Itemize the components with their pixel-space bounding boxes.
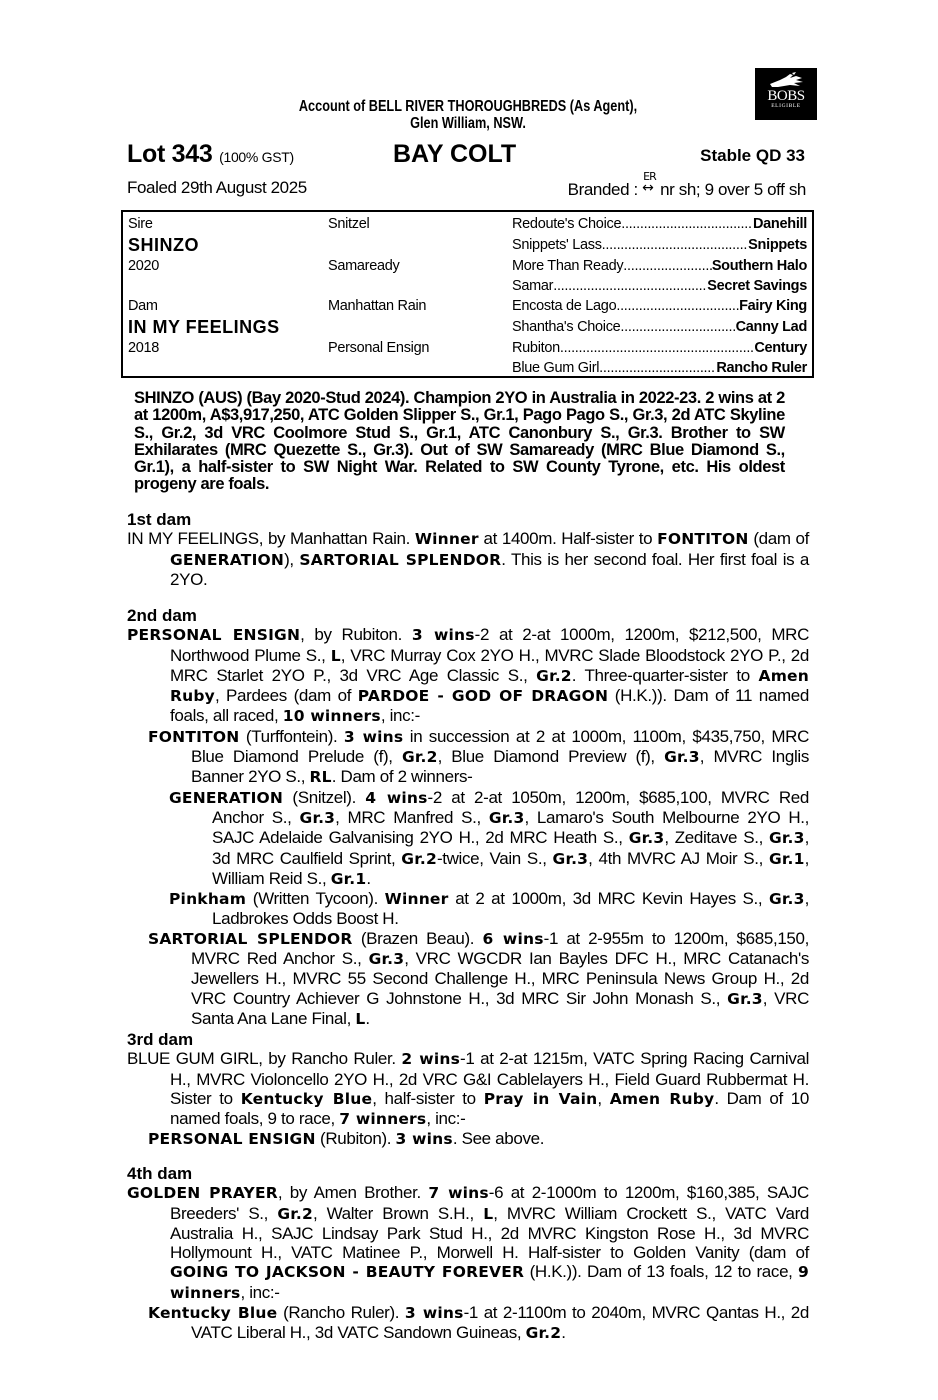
produce-entry bbox=[127, 889, 809, 929]
produce-entry bbox=[127, 1303, 809, 1344]
bold-text: PERSONAL ENSIGN bbox=[148, 1130, 316, 1149]
bold-text: Gr.2 bbox=[401, 849, 437, 868]
bold-text: L bbox=[330, 646, 341, 665]
section-entries bbox=[127, 1183, 809, 1343]
grandparent-row: Redoute's Choice ..... Danehill bbox=[512, 215, 807, 233]
lot-label: Lot 343 bbox=[127, 140, 213, 168]
sire-label: Sire bbox=[128, 216, 153, 232]
text: , Walter Brown S.H., bbox=[312, 1203, 484, 1223]
grandparent-row: Rubiton ..... Century bbox=[512, 339, 807, 357]
text: -6 at 2-1000m to 1200m, $160,385, SAJC Breeders' S., bbox=[170, 1183, 809, 1223]
produce-entry bbox=[127, 1049, 809, 1129]
horse-sex-colour: BAY COLT bbox=[393, 140, 517, 168]
text: , inc:- bbox=[426, 1109, 466, 1129]
text: -1 at 2-at 1215m, VATC Spring Racing Carnival H., MVRC Violoncello 2YO H., 2d VRC G&I Cablelayers H., Field Guard Rubbermat H. Sister to bbox=[170, 1049, 809, 1108]
text: , Blue Diamond Preview (f), bbox=[437, 747, 665, 767]
bold-text: 3 wins bbox=[343, 727, 404, 746]
section-entries bbox=[127, 529, 809, 589]
produce-entry bbox=[127, 788, 809, 889]
brand-info bbox=[567, 170, 806, 200]
text: (Rubiton). bbox=[315, 1129, 396, 1149]
bold-text: Gr.3 bbox=[628, 829, 665, 848]
bold-text: Gr.3 bbox=[727, 989, 763, 1008]
grandparent-row: Encosta de Lago ..... Fairy King bbox=[512, 297, 807, 315]
bold-text: Gr.2 bbox=[401, 748, 438, 767]
bold-text: Gr.3 bbox=[664, 748, 700, 767]
text: -1 at 2-1100m to 2040m, MVRC Qantas H., 2d VATC Liberal H., 3d VATC Sandown Guineas, bbox=[191, 1303, 809, 1343]
text: , 3d MRC Caulfield Sprint, bbox=[212, 828, 809, 868]
dam-label: Dam bbox=[128, 298, 158, 314]
bold-text: Amen Ruby bbox=[170, 666, 809, 706]
bold-text: GENERATION bbox=[170, 550, 285, 569]
text: , by Amen Brother. bbox=[277, 1183, 429, 1203]
branded-label: Branded : bbox=[567, 180, 643, 199]
text: , by Rubiton. bbox=[300, 625, 412, 645]
text: . Dam of 10 named foals, 9 to race, bbox=[170, 1088, 809, 1129]
sires-sire: Snitzel bbox=[328, 216, 370, 232]
bold-text: GOING TO JACKSON - BEAUTY FOREVER bbox=[170, 1263, 525, 1282]
text: IN MY FEELINGS, by Manhattan Rain. bbox=[127, 529, 415, 549]
section-entries bbox=[127, 1049, 809, 1149]
produce-entry bbox=[127, 727, 809, 788]
dam-name: IN MY FEELINGS bbox=[128, 317, 280, 337]
bold-text: Winner bbox=[414, 530, 479, 549]
text: , MVRC Inglis Banner 2YO S., bbox=[191, 747, 809, 787]
text: at 1400m. Half-sister to bbox=[478, 529, 658, 549]
text: , 4th MVRC AJ Moir S., bbox=[588, 848, 769, 868]
text: , Zeditave S., bbox=[664, 828, 769, 848]
section-heading: 1st dam bbox=[127, 510, 192, 529]
dam-section-2 bbox=[127, 606, 809, 1029]
sire-summary: SHINZO (AUS) (Bay 2020-Stud 2024). Champion 2YO in Australia in 2022-23. 2 wins at 2 at 1200m, A$3,917,250, ATC Golden Slipper S., Gr.1, Pago Pago S., Gr.3, 2d ATC Skyline S., Gr.2, 3d VRC Coolmore Stud S., Gr.1, ATC Canonbury S., Gr.3. Brother to SW Exhilarates (MRC Quezette S., Gr.3). Out of SW Samaready (MRC Blue Diamond S., Gr.1), a half-sister to SW Night War. Related to SW County Tyrone, etc. His oldest progeny are foals. bbox=[134, 388, 785, 494]
bold-text: Gr.3 bbox=[368, 950, 405, 969]
text: (dam of bbox=[748, 529, 809, 549]
bold-text: 9 winners bbox=[170, 1263, 809, 1302]
bold-text: 2 wins bbox=[401, 1050, 461, 1069]
dam-year: 2018 bbox=[128, 340, 160, 356]
text: (H.K.)). Dam of 13 foals, 12 to race, bbox=[524, 1262, 798, 1282]
produce-entry bbox=[127, 529, 809, 589]
text: . See above. bbox=[452, 1129, 545, 1149]
text: (Brazen Beau). bbox=[352, 928, 483, 948]
text: -2 at 2-at 1000m, 1200m, $212,500, MRC Northwood Plume S., bbox=[170, 625, 809, 665]
lot-row bbox=[127, 140, 809, 170]
dams-dam: Personal Ensign bbox=[328, 340, 430, 356]
section-heading: 3rd dam bbox=[127, 1030, 194, 1049]
bold-text: 7 wins bbox=[428, 1184, 489, 1203]
text: -2 at 2-at 1050m, 1200m, $685,100, MVRC Red Anchor S., bbox=[212, 787, 809, 827]
foaled-date: Foaled 29th August 2025 bbox=[127, 178, 307, 197]
bold-text: Gr.1 bbox=[330, 869, 367, 888]
section-entries bbox=[127, 625, 809, 1029]
bold-text: Gr.2 bbox=[525, 1324, 562, 1343]
grandparent-row: Blue Gum Girl ..... Rancho Ruler bbox=[512, 359, 807, 377]
text: , VRC Murray Cox 2YO H., MVRC Slade Bloodstock 2YO P., 2d MRC Starlet 2YO P., 3d VRC Age Classic S., bbox=[170, 645, 809, 685]
text: -twice, Vain S., bbox=[436, 848, 553, 868]
text: , William Reid S., bbox=[212, 848, 809, 888]
vendor-heading bbox=[188, 98, 747, 132]
text: , Ladbrokes Odds Boost H. bbox=[212, 889, 809, 929]
bold-text: RL bbox=[309, 768, 332, 787]
produce-entry bbox=[127, 625, 809, 726]
text: , inc:- bbox=[240, 1282, 280, 1302]
bold-text: 3 wins bbox=[395, 1130, 453, 1149]
produce-entry bbox=[127, 929, 809, 1029]
text: . bbox=[366, 868, 371, 888]
bold-text: Gr.2 bbox=[277, 1204, 313, 1223]
bold-text: Kentucky Blue bbox=[148, 1304, 278, 1323]
bold-text: L bbox=[355, 1009, 366, 1028]
bold-text: Gr.3 bbox=[552, 849, 589, 868]
text: , VRC Santa Ana Lane Final, bbox=[191, 988, 809, 1028]
text: in succession at 2 at 1000m, 1100m, $435,750, MRC Blue Diamond Prelude (f), bbox=[191, 726, 810, 767]
bold-text: 3 wins bbox=[404, 1304, 464, 1323]
text: BLUE GUM GIRL, by Rancho Ruler. bbox=[127, 1049, 402, 1069]
text: , Pardees (dam of bbox=[214, 686, 358, 706]
vendor-line-2: Glen William, NSW. bbox=[410, 115, 526, 132]
stable-location: Stable QD 33 bbox=[700, 146, 805, 165]
text: (Written Tycoon). bbox=[246, 889, 385, 909]
bold-text: FONTITON bbox=[657, 530, 749, 549]
bold-text: Gr.3 bbox=[488, 808, 525, 827]
sires-dam: Samaready bbox=[328, 258, 400, 274]
text: . This is her second foal. Her first foal is a 2YO. bbox=[170, 549, 809, 589]
bold-text: GOLDEN PRAYER bbox=[127, 1184, 278, 1203]
text: , half-sister to bbox=[372, 1088, 484, 1108]
bold-text: 7 winners bbox=[339, 1110, 427, 1129]
text: , MRC Manfred S., bbox=[335, 807, 489, 827]
bold-text: 4 wins bbox=[365, 788, 428, 807]
bold-text: Kentucky Blue bbox=[240, 1089, 373, 1108]
bold-text: 6 wins bbox=[482, 929, 544, 948]
bold-text: Pinkham bbox=[169, 890, 247, 909]
section-heading: 4th dam bbox=[127, 1164, 193, 1183]
vendor-line-1: Account of BELL RIVER THOROUGHBREDS (As Agent), bbox=[298, 98, 638, 115]
bold-text: Gr.2 bbox=[536, 666, 572, 685]
text: . bbox=[365, 1008, 370, 1028]
dam-section-4 bbox=[127, 1164, 809, 1344]
bobs-eligible-logo bbox=[755, 68, 817, 120]
bold-text: Gr.3 bbox=[768, 829, 805, 848]
text: (Snitzel). bbox=[283, 787, 366, 807]
bold-text: PARDOE - GOD OF DRAGON bbox=[357, 687, 609, 706]
bold-text: GENERATION bbox=[169, 788, 284, 807]
lot-number bbox=[127, 140, 294, 169]
text: -1 at 2-955m to 1200m, $685,150, MVRC Red Anchor S., bbox=[191, 928, 809, 969]
text: , Lamaro's South Melbourne 2YO H., SAJC Adelaide Galvanising 2YO H., 2d MRC Heath S., bbox=[212, 807, 809, 848]
section-heading: 2nd dam bbox=[127, 606, 197, 625]
bold-text: Gr.1 bbox=[768, 849, 805, 868]
text: at 2 at 1000m, 3d MRC Kevin Hayes S., bbox=[448, 889, 769, 909]
text: . bbox=[561, 1323, 566, 1343]
bold-text: 3 wins bbox=[411, 626, 475, 645]
pedigree-table bbox=[121, 210, 814, 378]
bold-text: Pray in Vain bbox=[483, 1089, 598, 1108]
text: , inc:- bbox=[380, 706, 420, 726]
sire-year: 2020 bbox=[128, 258, 160, 274]
bold-text: Winner bbox=[384, 890, 449, 909]
text: , MVRC William Crockett S., VATC Vard Australia H., SAJC Lindsay Park Stud H., 2d MVRC Kingston Rose H., 3d MVRC Hollymount H., VATC Matinee P., Morwell H. Half-sister to Golden Vanity (dam of bbox=[170, 1203, 809, 1263]
logo-text: BOBS bbox=[767, 88, 805, 104]
sire-name: SHINZO bbox=[128, 235, 200, 255]
grandparent-row: More Than Ready ..... Southern Halo bbox=[512, 257, 807, 275]
produce-entry bbox=[127, 1183, 809, 1303]
text: , VRC WGCDR Ian Bayles DFC H., MRC Catanach's Jewellers H., MVRC 55 Second Challenge H., MRC Peninsula News Group H., 2d VRC Country Achiever G Johnstone H., 3d MRC Sir John Monash S., bbox=[191, 949, 809, 1008]
bold-text: SARTORIAL SPLENDOR bbox=[148, 929, 353, 948]
bold-text: FONTITON bbox=[148, 727, 240, 746]
text: . Dam of 2 winners- bbox=[331, 767, 473, 787]
text: , bbox=[597, 1088, 610, 1108]
text: (Turffontein). bbox=[239, 726, 344, 746]
bold-text: SARTORIAL SPLENDOR bbox=[299, 550, 502, 569]
dams-sire: Manhattan Rain bbox=[328, 298, 427, 314]
grandparent-row: Shantha's Choice ..... Canny Lad bbox=[512, 318, 807, 336]
grandparent-row: Snippets' Lass ..... Snippets bbox=[512, 236, 807, 254]
produce-entry bbox=[127, 1129, 809, 1149]
gst-note: (100% GST) bbox=[219, 149, 294, 165]
text: (Rancho Ruler). bbox=[277, 1303, 405, 1323]
text: (H.K.)). Dam of 11 named foals, all raced, bbox=[170, 686, 809, 726]
bold-text: Amen Ruby bbox=[609, 1089, 715, 1108]
dam-section-1 bbox=[127, 510, 809, 589]
logo-subtext: ELIGIBLE bbox=[771, 103, 801, 109]
bold-text: L bbox=[483, 1204, 494, 1223]
brand-text: nr sh; 9 over 5 off sh bbox=[660, 180, 806, 199]
grandparent-row: Samar ..... Secret Savings bbox=[512, 277, 807, 295]
bold-text: Gr.3 bbox=[299, 808, 336, 827]
bold-text: Gr.3 bbox=[768, 890, 805, 909]
bold-text: PERSONAL ENSIGN bbox=[127, 626, 301, 645]
bold-text: 10 winners bbox=[282, 707, 381, 726]
text: ), bbox=[284, 549, 300, 569]
text: . Three-quarter-sister to bbox=[571, 665, 759, 685]
brand-mark-icon: ER ↔ bbox=[642, 170, 656, 196]
dam-section-3 bbox=[127, 1030, 809, 1150]
